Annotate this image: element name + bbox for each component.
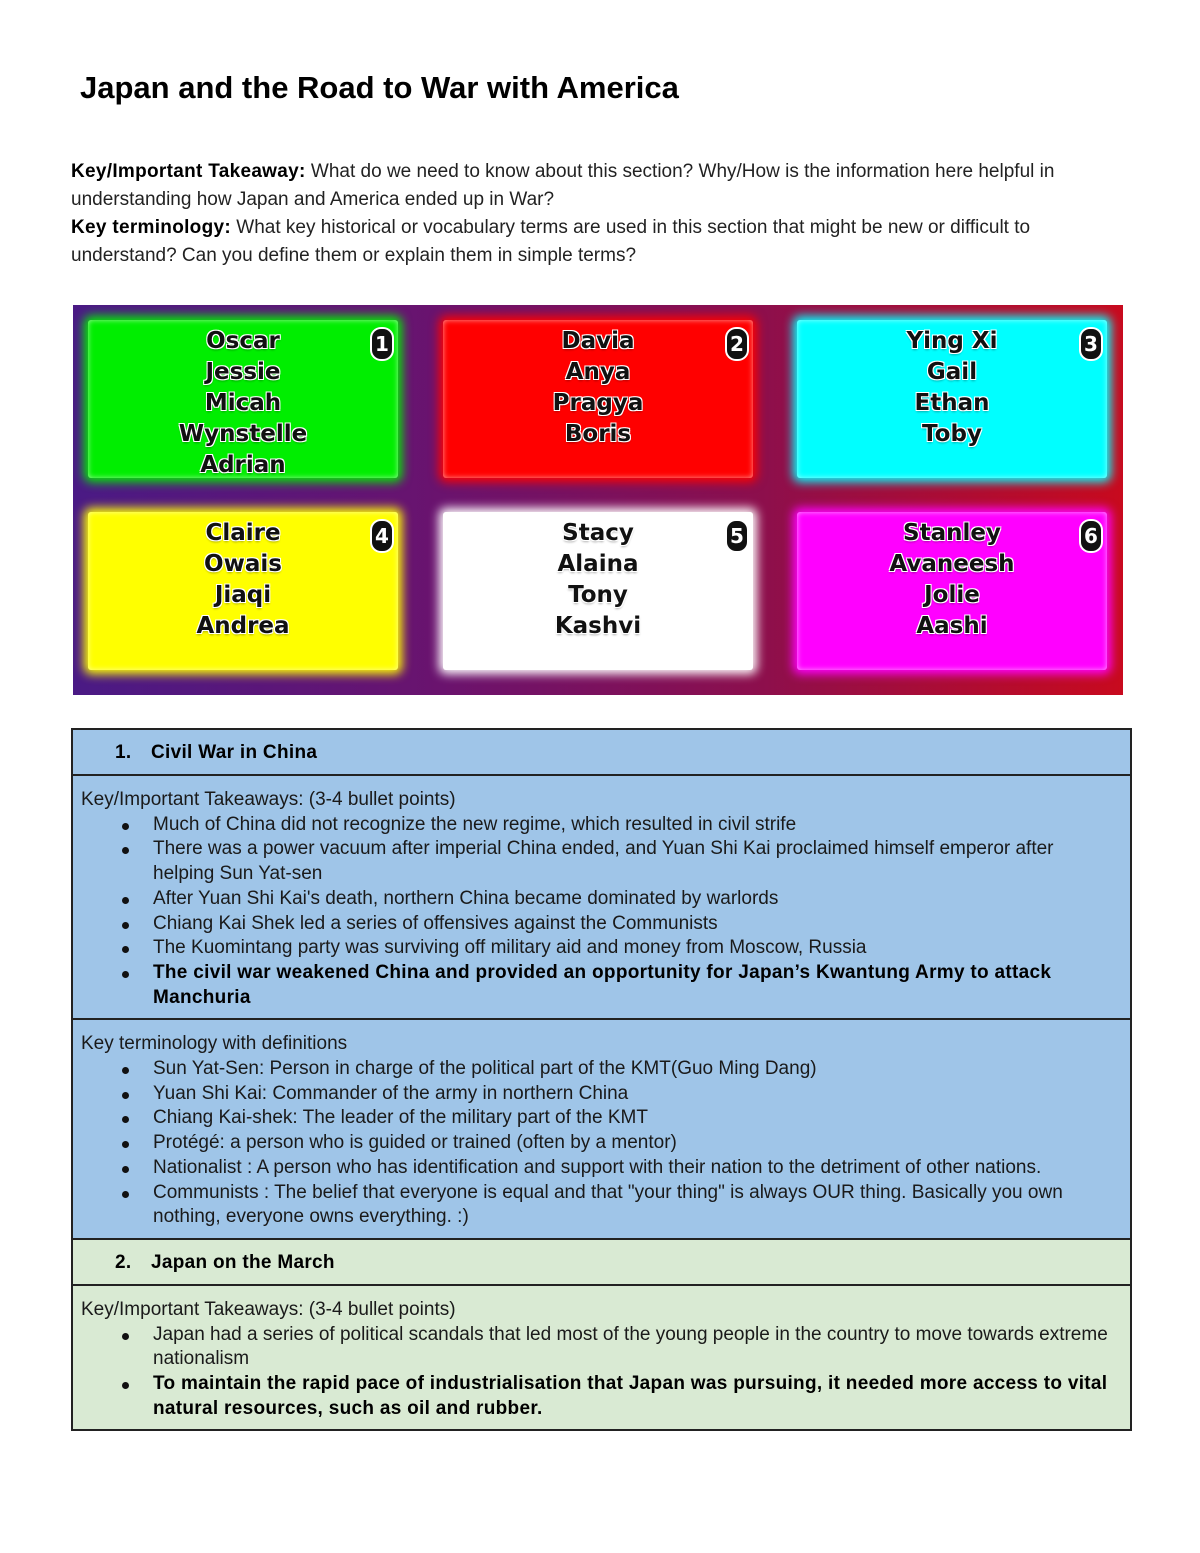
group-names [797, 518, 1107, 642]
student-name: Claire [205, 520, 281, 546]
list-item: After Yuan Shi Kai's death, northern China became dominated by warlords [153, 887, 1110, 912]
intro-instructions [71, 158, 1131, 270]
student-name: Micah [204, 390, 282, 416]
group-names [797, 326, 1107, 450]
list-item: Nationalist : A person who has identification and support with their nation to the detriment of other nations. [153, 1156, 1110, 1181]
terminology-prompt: What key historical or vocabulary terms are used in this section that might be new or difficult to understand? Can you define them or explain them in simple terms? [71, 217, 1031, 266]
group-card-4 [88, 512, 398, 670]
terminology-cell[interactable] [73, 1020, 1130, 1240]
student-name: Wynstelle [178, 421, 308, 447]
takeaways-label: Key/Important Takeaways: (3-4 bullet points) [81, 789, 456, 810]
student-name: Ying Xi [906, 328, 998, 354]
student-name: Gail [926, 359, 978, 385]
section-number: 2. [115, 1251, 132, 1273]
list-item: Much of China did not recognize the new regime, which resulted in civil strife [153, 813, 1110, 838]
group-number-badge: 1 [372, 329, 392, 359]
terminology-label: Key terminology: [71, 217, 231, 238]
student-name: Alaina [557, 551, 639, 577]
group-names [443, 326, 753, 450]
student-name: Owais [204, 551, 282, 577]
takeaways-cell[interactable] [73, 776, 1130, 1020]
group-number-badge: 3 [1081, 329, 1101, 359]
list-item: There was a power vacuum after imperial China ended, and Yuan Shi Kai proclaimed himself emperor after helping Sun Yat-sen [153, 837, 1110, 886]
student-name: Anya [565, 359, 631, 385]
group-card-3 [797, 320, 1107, 478]
section-number: 1. [115, 742, 132, 763]
terminology-label: Key terminology with definitions [81, 1033, 348, 1055]
notes-table [71, 728, 1132, 1431]
list-item: The Kuomintang party was surviving off military aid and money from Moscow, Russia [153, 936, 1110, 961]
group-card-1 [88, 320, 398, 478]
list-item: Yuan Shi Kai: Commander of the army in northern China [153, 1082, 1110, 1107]
student-name: Stanley [903, 520, 1001, 546]
list-item: Communists : The belief that everyone is equal and that "your thing" is always OUR thing. Basically you own nothing, everyone owns everything. :) [153, 1181, 1110, 1230]
student-name: Stacy [562, 520, 634, 546]
takeaways-list [81, 813, 1110, 1011]
student-name: Jiaqi [214, 582, 272, 608]
list-item: Japan had a series of political scandals that led most of the young people in the country to move towards extreme nationalism [153, 1323, 1110, 1372]
takeaways-cell[interactable] [73, 1286, 1130, 1430]
student-name: Toby [922, 421, 982, 447]
student-name: Kashvi [554, 613, 642, 639]
student-name: Boris [564, 421, 632, 447]
section-heading-row [73, 730, 1130, 776]
section-heading: Civil War in China [151, 742, 318, 763]
takeaways-label: Key/Important Takeaways: (3-4 bullet points) [81, 1298, 456, 1320]
terminology-list [81, 1057, 1110, 1230]
student-groups-board [73, 305, 1123, 695]
list-item: Protégé: a person who is guided or trained (often by a mentor) [153, 1131, 1110, 1156]
student-name: Pragya [552, 390, 644, 416]
group-names [88, 326, 398, 481]
group-card-5 [443, 512, 753, 670]
list-item: Sun Yat-Sen: Person in charge of the political part of the KMT(Guo Ming Dang) [153, 1057, 1110, 1082]
list-item: Chiang Kai-shek: The leader of the military part of the KMT [153, 1106, 1110, 1131]
group-names [443, 518, 753, 642]
group-names [88, 518, 398, 642]
list-item: The civil war weakened China and provided an opportunity for Japan’s Kwantung Army to attack Manchuria [153, 961, 1110, 1010]
group-number-badge: 6 [1081, 521, 1101, 551]
group-number-badge: 4 [372, 521, 392, 551]
student-name: Davia [561, 328, 635, 354]
takeaway-prompt: What do we need to know about this section? Why/How is the information here helpful in understanding how Japan and America ended up in War? [71, 161, 1055, 210]
student-name: Andrea [196, 613, 290, 639]
group-card-2 [443, 320, 753, 478]
student-name: Jessie [205, 359, 281, 385]
takeaway-label: Key/Important Takeaway: [71, 161, 306, 182]
student-name: Oscar [206, 328, 280, 354]
student-name: Avaneesh [889, 551, 1015, 577]
student-name: Jolie [924, 582, 980, 608]
takeaways-list [81, 1323, 1110, 1422]
section-heading-row [73, 1240, 1130, 1286]
list-item: Chiang Kai Shek led a series of offensives against the Communists [153, 912, 1110, 937]
group-number-badge: 2 [727, 329, 747, 359]
group-card-6 [797, 512, 1107, 670]
student-name: Aashi [916, 613, 988, 639]
student-name: Tony [568, 582, 628, 608]
student-name: Ethan [914, 390, 990, 416]
section-heading: Japan on the March [151, 1251, 335, 1273]
list-item: To maintain the rapid pace of industrialisation that Japan was pursuing, it needed more access to vital natural resources, such as oil and rubber. [153, 1372, 1110, 1421]
group-number-badge: 5 [727, 521, 747, 551]
page-title: Japan and the Road to War with America [80, 70, 679, 105]
student-name: Adrian [200, 452, 286, 478]
